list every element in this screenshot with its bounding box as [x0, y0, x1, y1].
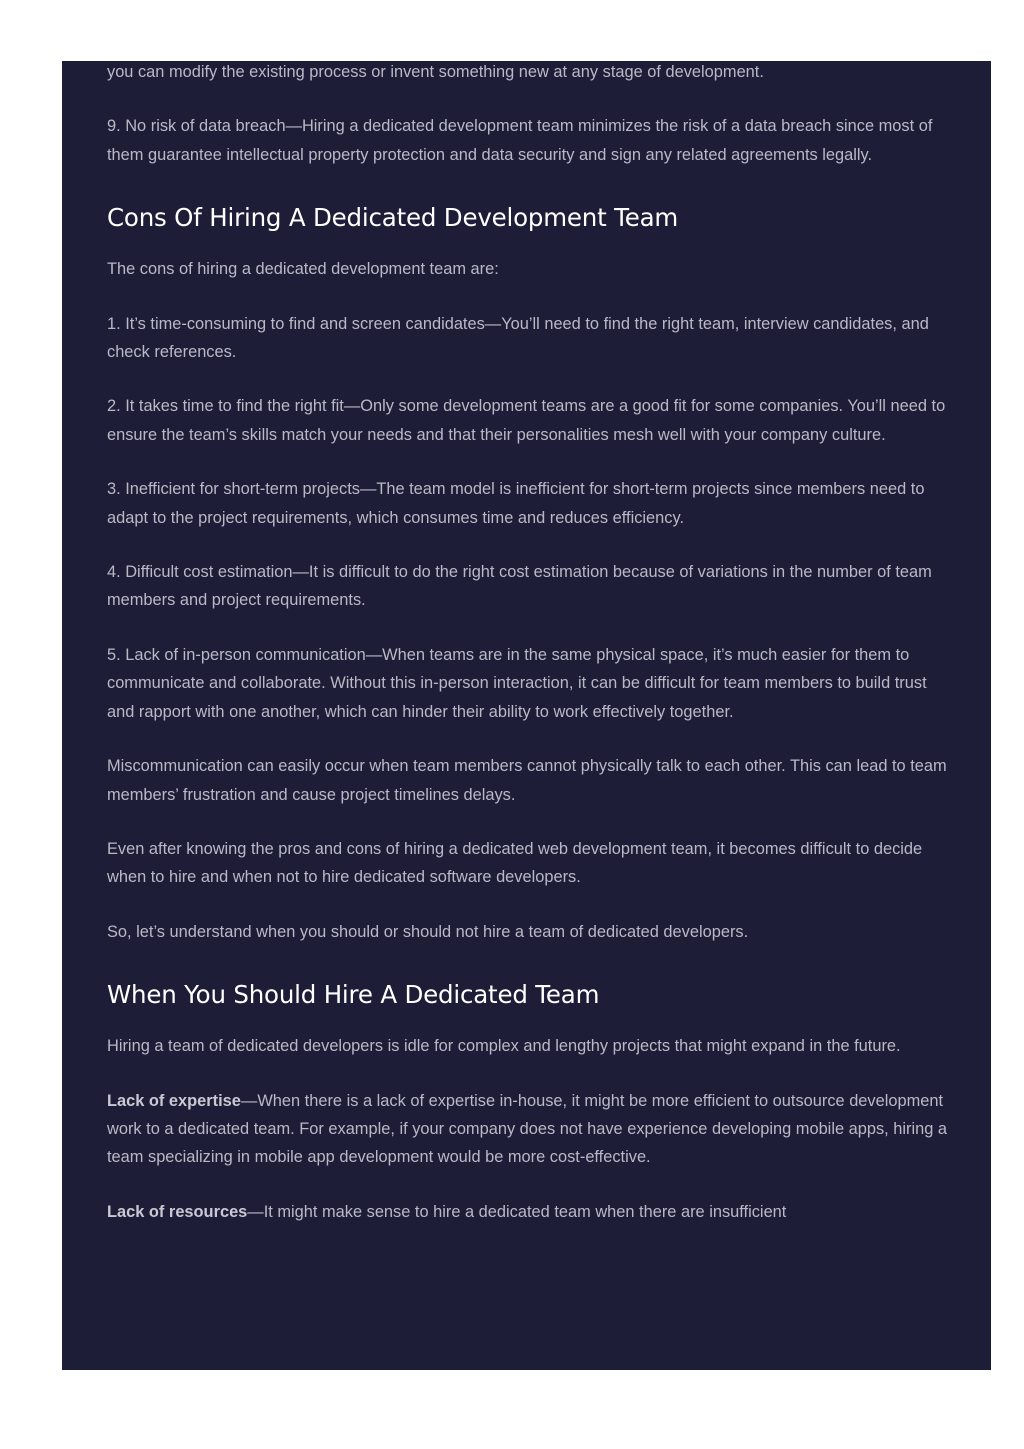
- heading-when-to-hire: When You Should Hire A Dedicated Team: [107, 980, 600, 1010]
- reason-lack-of-resources: [107, 1198, 952, 1226]
- article-panel: [62, 61, 991, 1370]
- when-intro: Hiring a team of dedicated developers is idle for complex and lengthy projects that might expand in the future.: [107, 1037, 901, 1056]
- reason-label: Lack of expertise: [107, 1091, 241, 1110]
- article-content: [107, 61, 952, 1252]
- heading-cons: Cons Of Hiring A Dedicated Development Team: [107, 203, 679, 233]
- con-item-4: 4. Difficult cost estimation—It is difficult to do the right cost estimation because of variations in the number of team members and project requirements.: [107, 563, 932, 610]
- con-item-2: 2. It takes time to find the right fit—Only some development teams are a good fit for some companies. You’ll need to ensure the team’s skills match your needs and that their personalities mesh well with your company culture.: [107, 397, 946, 444]
- con-item-5: 5. Lack of in-person communication—When teams are in the same physical space, it’s much easier for them to communicate and collaborate. Without this in-person interaction, it can be difficult for team members to build trust and rapport with one another, which can hinder their ability to work effectively together.: [107, 645, 927, 721]
- pro-item-9: 9. No risk of data breach—Hiring a dedicated development team minimizes the risk of a data breach since most of them guarantee intellectual property protection and data security and sign any related agreements legally.: [107, 117, 933, 164]
- transition-paragraph: So, let’s understand when you should or should not hire a team of dedicated developers.: [107, 922, 749, 941]
- reason-text: —It might make sense to hire a dedicated team when there are insufficient: [247, 1202, 787, 1221]
- reason-lack-of-expertise: [107, 1087, 952, 1172]
- con-item-3: 3. Inefficient for short-term projects—The team model is inefficient for short-term projects since members need to adapt to the project requirements, which consumes time and reduces efficiency.: [107, 480, 925, 527]
- paragraph-continuation: you can modify the existing process or invent something new at any stage of development.: [107, 63, 764, 81]
- even-after-paragraph: Even after knowing the pros and cons of hiring a dedicated web development team, it becomes difficult to decide when to hire and when not to hire dedicated software developers.: [107, 839, 923, 887]
- reason-label: Lack of resources: [107, 1202, 248, 1221]
- miscommunication-paragraph: Miscommunication can easily occur when team members cannot physically talk to each other. This can lead to team members’ frustration and cause project timelines delays.: [107, 757, 947, 804]
- reason-text: —When there is a lack of expertise in-house, it might be more efficient to outsource development work to a dedicated team. For example, if your company does not have experience developing mobile apps, hiring a team specializing in mobile app development would be more cost-effective.: [107, 1091, 948, 1167]
- con-item-1: 1. It’s time-consuming to find and screen candidates—You’ll need to find the right team, interview candidates, and check references.: [107, 314, 929, 362]
- cons-intro: The cons of hiring a dedicated development team are:: [107, 260, 499, 279]
